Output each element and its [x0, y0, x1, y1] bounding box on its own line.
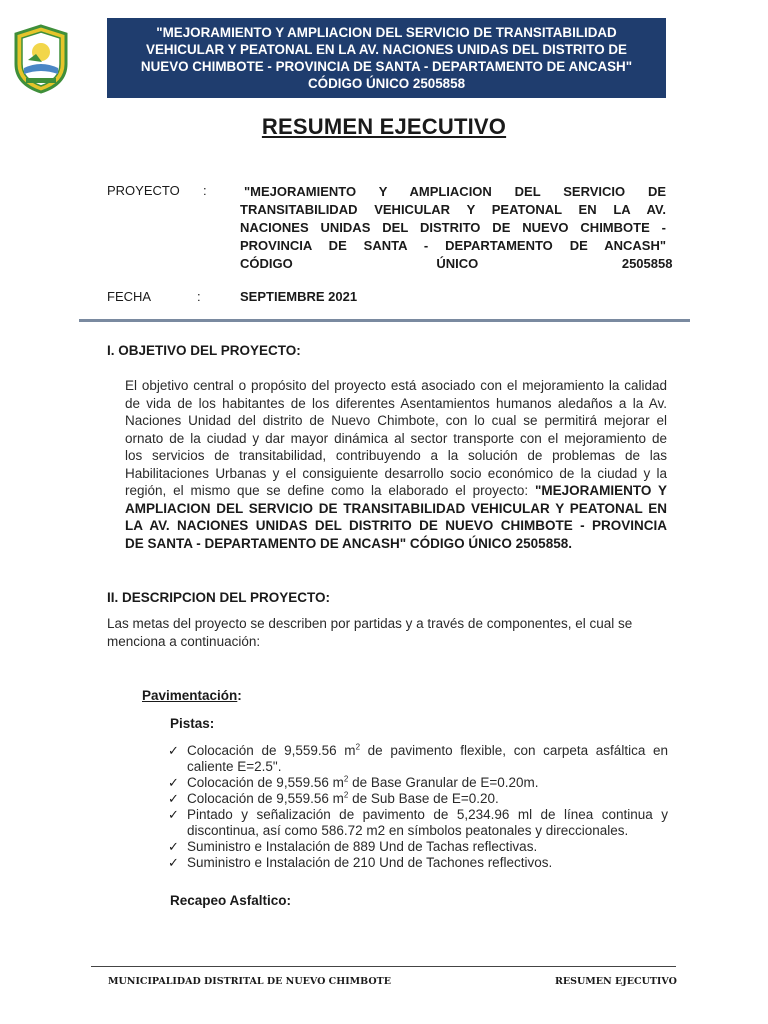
paragraph-line: El objetivo central o propósito del proyecto está asociado con el mejoramiento la calidad — [125, 378, 667, 393]
section-divider — [79, 319, 690, 322]
document-title: RESUMEN EJECUTIVO — [261, 114, 507, 139]
banner-line: CÓDIGO ÚNICO 2505858 — [307, 76, 466, 91]
proyecto-line: TRANSITABILIDAD VEHICULAR Y PEATONAL EN LA AV. — [240, 202, 666, 217]
footer-right-text: RESUMEN EJECUTIVO — [555, 976, 677, 987]
section-2-heading: II. DESCRIPCION DEL PROYECTO: — [107, 590, 331, 605]
proyecto-value — [240, 183, 673, 273]
banner-line: VEHICULAR Y PEATONAL EN LA AV. NACIONES UNIDAS DEL DISTRITO DE — [146, 42, 627, 57]
list-item-text: de Sub Base de E=0.20. — [348, 791, 499, 806]
footer-divider — [91, 966, 676, 967]
list-item — [168, 839, 668, 855]
list-item-text: de Base Granular de E=0.20m. — [348, 775, 539, 790]
paragraph-bold-text: "MEJORAMIENTO Y — [534, 483, 667, 498]
proyecto-line: PROVINCIA DE SANTA - DEPARTAMENTO DE ANCASH" — [240, 238, 666, 253]
footer-left-text: MUNICIPALIDAD DISTRITAL DE NUEVO CHIMBOTE — [108, 976, 391, 987]
superscript: 2 — [343, 790, 349, 800]
pavimentacion-heading-text: Pavimentación — [142, 688, 238, 703]
paragraph-line: Naciones Unidad del distrito de Nuevo Chimbote, con lo cual se permitirá mejorar el — [125, 413, 667, 428]
banner-line: "MEJORAMIENTO Y AMPLIACION DEL SERVICIO DE TRANSITABILIDAD — [156, 25, 617, 40]
list-item — [168, 807, 668, 839]
list-item-text: de pavimento flexible, con carpeta asfáltica en — [360, 743, 668, 758]
section-1-paragraph — [125, 377, 667, 552]
list-item — [168, 855, 668, 871]
list-item-line: Suministro e Instalación de 210 Und de Tachones reflectivos. — [187, 855, 553, 870]
header-banner — [107, 18, 666, 98]
list-item — [168, 791, 668, 807]
proyecto-line: NACIONES UNIDAS DEL DISTRITO DE NUEVO CHIMBOTE - — [240, 220, 666, 235]
proyecto-colon: : — [203, 183, 207, 198]
paragraph-line: ornato de la ciudad y dar mayor dinámica al sector transporte con el mejoramiento de — [125, 430, 667, 446]
superscript: 2 — [355, 742, 361, 752]
paragraph-line: Las metas del proyecto se describen por partidas y a través de componentes, el cual se — [107, 616, 633, 631]
proyecto-line: CÓDIGO ÚNICO 2505858 — [240, 256, 673, 271]
pavimentacion-colon: : — [237, 688, 242, 703]
list-item — [168, 743, 668, 775]
section-1-heading: I. OBJETIVO DEL PROYECTO: — [107, 343, 301, 358]
proyecto-label: PROYECTO — [107, 183, 180, 198]
pavimentacion-heading — [142, 688, 242, 703]
list-item-line: caliente E=2.5". — [187, 759, 282, 774]
paragraph-bold-line: LA AV. NACIONES UNIDAS DEL DISTRITO DE NUEVO CHIMBOTE - PROVINCIA — [125, 518, 667, 533]
proyecto-line: "MEJORAMIENTO Y AMPLIACION DEL SERVICIO DE — [244, 184, 666, 199]
bullet-list — [168, 743, 668, 871]
list-item-line — [187, 791, 668, 807]
recapeo-heading: Recapeo Asfaltico: — [170, 893, 292, 908]
pistas-heading: Pistas: — [170, 716, 215, 731]
municipal-seal-icon — [12, 24, 70, 94]
paragraph-line — [125, 482, 667, 500]
list-item-line — [187, 775, 668, 791]
fecha-value: SEPTIEMBRE 2021 — [240, 289, 358, 304]
superscript: 2 — [343, 774, 349, 784]
paragraph-text: región, el mismo que se define como la elaborado el proyecto: — [125, 483, 535, 498]
checkmark-icon: ✓ — [168, 807, 179, 822]
checkmark-icon: ✓ — [168, 743, 179, 758]
checkmark-icon: ✓ — [168, 855, 179, 870]
checkmark-icon: ✓ — [168, 791, 179, 806]
banner-line: NUEVO CHIMBOTE - PROVINCIA DE SANTA - DEPARTAMENTO DE ANCASH" — [140, 59, 633, 74]
list-item-text: Colocación de 9,559.56 m — [187, 791, 344, 806]
list-item-line: Suministro e Instalación de 889 Und de Tachas reflectivas. — [187, 839, 538, 854]
list-item-text: Colocación de 9,559.56 m — [187, 775, 344, 790]
list-item-text: Colocación de 9,559.56 m — [187, 743, 356, 758]
list-item — [168, 775, 668, 791]
fecha-label: FECHA — [107, 289, 152, 304]
paragraph-line: menciona a continuación: — [107, 633, 261, 649]
checkmark-icon: ✓ — [168, 839, 179, 854]
checkmark-icon: ✓ — [168, 775, 179, 790]
paragraph-bold-line: DE SANTA - DEPARTAMENTO DE ANCASH" CÓDIGO ÚNICO 2505858. — [125, 535, 572, 551]
paragraph-line: de vida de los habitantes de los diferentes Asentamientos humanos aledaños a la Av. — [125, 395, 667, 411]
list-item-line — [187, 743, 668, 759]
list-item-line: Pintado y señalización de pavimento de 5,234.96 ml de línea continua y — [187, 807, 668, 822]
paragraph-bold-line: AMPLIACION DEL SERVICIO DE TRANSITABILIDAD VEHICULAR Y PEATONAL EN — [125, 500, 667, 516]
section-2-paragraph — [107, 615, 667, 650]
paragraph-line: los servicios de transitabilidad, contribuyendo a la solución de problemas de las — [125, 448, 667, 463]
fecha-colon: : — [197, 289, 201, 304]
paragraph-line: Habilitaciones Urbanas y el consiguiente desarrollo socio económico de la ciudad y la — [125, 465, 667, 481]
list-item-line: discontinua, así como 586.72 m2 en símbolos peatonales y direccionales. — [187, 823, 629, 838]
